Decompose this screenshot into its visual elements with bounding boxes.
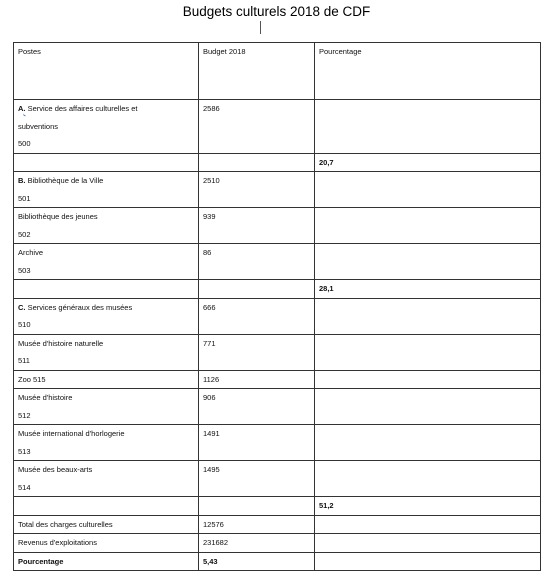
final-row bbox=[14, 552, 541, 571]
header-postes: Postes bbox=[14, 43, 199, 100]
table-row bbox=[14, 334, 541, 370]
total-row bbox=[14, 534, 541, 553]
table-row bbox=[14, 389, 541, 425]
percent-cell[interactable] bbox=[315, 208, 541, 244]
poste-name-cont: subventions bbox=[18, 121, 59, 131]
empty-cell[interactable] bbox=[199, 280, 315, 299]
poste-cell[interactable] bbox=[14, 389, 199, 425]
poste-code: 513 bbox=[18, 446, 31, 456]
budget-table bbox=[13, 42, 541, 571]
percent-cell[interactable] bbox=[315, 298, 541, 334]
budget-cell[interactable]: 1495 bbox=[199, 461, 315, 497]
percent-cell[interactable] bbox=[315, 389, 541, 425]
total-label[interactable]: Total des charges culturelles bbox=[14, 515, 199, 534]
poste-name: Bibliothèque de la Ville bbox=[25, 176, 104, 185]
empty-cell[interactable] bbox=[315, 552, 541, 571]
poste-name: Zoo 515 bbox=[18, 374, 46, 384]
percent-cell[interactable]: 51,2 bbox=[315, 497, 541, 516]
percent-cell[interactable] bbox=[315, 425, 541, 461]
poste-cell[interactable] bbox=[14, 298, 199, 334]
document-title: Budgets culturels 2018 de CDF bbox=[182, 4, 371, 19]
percent-cell[interactable] bbox=[315, 100, 541, 154]
poste-cell[interactable] bbox=[14, 172, 199, 208]
budget-cell[interactable]: 2586 bbox=[199, 100, 315, 154]
empty-cell[interactable] bbox=[199, 153, 315, 172]
section-letter: A bbox=[18, 104, 24, 113]
poste-code: 510 bbox=[18, 320, 31, 329]
budget-cell[interactable]: 86 bbox=[199, 244, 315, 280]
empty-cell[interactable] bbox=[315, 515, 541, 534]
poste-name: Bibliothèque des jeunes bbox=[18, 212, 98, 221]
budget-cell[interactable]: 666 bbox=[199, 298, 315, 334]
budget-cell[interactable]: 1491 bbox=[199, 425, 315, 461]
percent-cell[interactable] bbox=[315, 370, 541, 389]
percent-cell[interactable] bbox=[315, 461, 541, 497]
poste-cell[interactable] bbox=[14, 461, 199, 497]
table-row bbox=[14, 298, 541, 334]
section-letter: C. bbox=[18, 302, 26, 312]
subtotal-row bbox=[14, 280, 541, 299]
total-value[interactable]: 231682 bbox=[199, 534, 315, 553]
text-cursor bbox=[260, 21, 261, 34]
poste-cell[interactable] bbox=[14, 244, 199, 280]
poste-code: 501 bbox=[18, 193, 31, 203]
poste-code: 512 bbox=[18, 410, 31, 420]
poste-code: 511 bbox=[18, 356, 30, 365]
poste-name: Services généraux des musées bbox=[25, 302, 133, 312]
empty-cell[interactable] bbox=[14, 497, 199, 516]
poste-name: Service des affaires culturelles et bbox=[25, 104, 138, 113]
table-row bbox=[14, 244, 541, 280]
poste-cell[interactable] bbox=[14, 334, 199, 370]
final-label[interactable]: Pourcentage bbox=[14, 552, 199, 571]
percent-cell[interactable] bbox=[315, 172, 541, 208]
poste-code: 500 bbox=[18, 139, 31, 148]
final-value[interactable]: 5,43 bbox=[199, 552, 315, 571]
table-row bbox=[14, 461, 541, 497]
poste-cell[interactable] bbox=[14, 208, 199, 244]
poste-cell[interactable] bbox=[14, 425, 199, 461]
budget-cell[interactable]: 1126 bbox=[199, 370, 315, 389]
poste-cell[interactable] bbox=[14, 100, 199, 154]
subtotal-row bbox=[14, 153, 541, 172]
budget-cell[interactable]: 939 bbox=[199, 208, 315, 244]
poste-name: Archive bbox=[18, 248, 44, 257]
budget-cell[interactable]: 2510 bbox=[199, 172, 315, 208]
percent-cell[interactable]: 28,1 bbox=[315, 280, 541, 299]
empty-cell[interactable] bbox=[199, 497, 315, 516]
table-row bbox=[14, 370, 541, 389]
poste-name: Musée des beaux-arts bbox=[18, 465, 93, 474]
table-row bbox=[14, 172, 541, 208]
empty-cell[interactable] bbox=[315, 534, 541, 553]
poste-code: 502 bbox=[18, 229, 31, 239]
poste-name: Musée international d'horlogerie bbox=[18, 429, 125, 438]
poste-name: Musée d'histoire bbox=[18, 393, 73, 402]
section-letter: B. bbox=[18, 176, 26, 185]
poste-code: 503 bbox=[18, 265, 31, 275]
subtotal-row bbox=[14, 497, 541, 516]
header-budget: Budget 2018 bbox=[199, 43, 315, 100]
header-row bbox=[14, 43, 541, 100]
poste-cell[interactable] bbox=[14, 370, 199, 389]
percent-cell[interactable] bbox=[315, 244, 541, 280]
section-mark: . bbox=[23, 104, 26, 113]
table-row bbox=[14, 208, 541, 244]
poste-code: 514 bbox=[18, 482, 31, 492]
table-row bbox=[14, 100, 541, 154]
percent-cell[interactable]: 20,7 bbox=[315, 153, 541, 172]
percent-cell[interactable] bbox=[315, 334, 541, 370]
table-row bbox=[14, 425, 541, 461]
budget-cell[interactable]: 771 bbox=[199, 334, 315, 370]
total-label[interactable]: Revenus d'exploitations bbox=[14, 534, 199, 553]
header-pourcentage: Pourcentage bbox=[315, 43, 541, 100]
budget-cell[interactable]: 906 bbox=[199, 389, 315, 425]
empty-cell[interactable] bbox=[14, 280, 199, 299]
poste-name: Musée d'histoire naturelle bbox=[18, 338, 104, 348]
empty-cell[interactable] bbox=[14, 153, 199, 172]
total-row bbox=[14, 515, 541, 534]
total-value[interactable]: 12576 bbox=[199, 515, 315, 534]
